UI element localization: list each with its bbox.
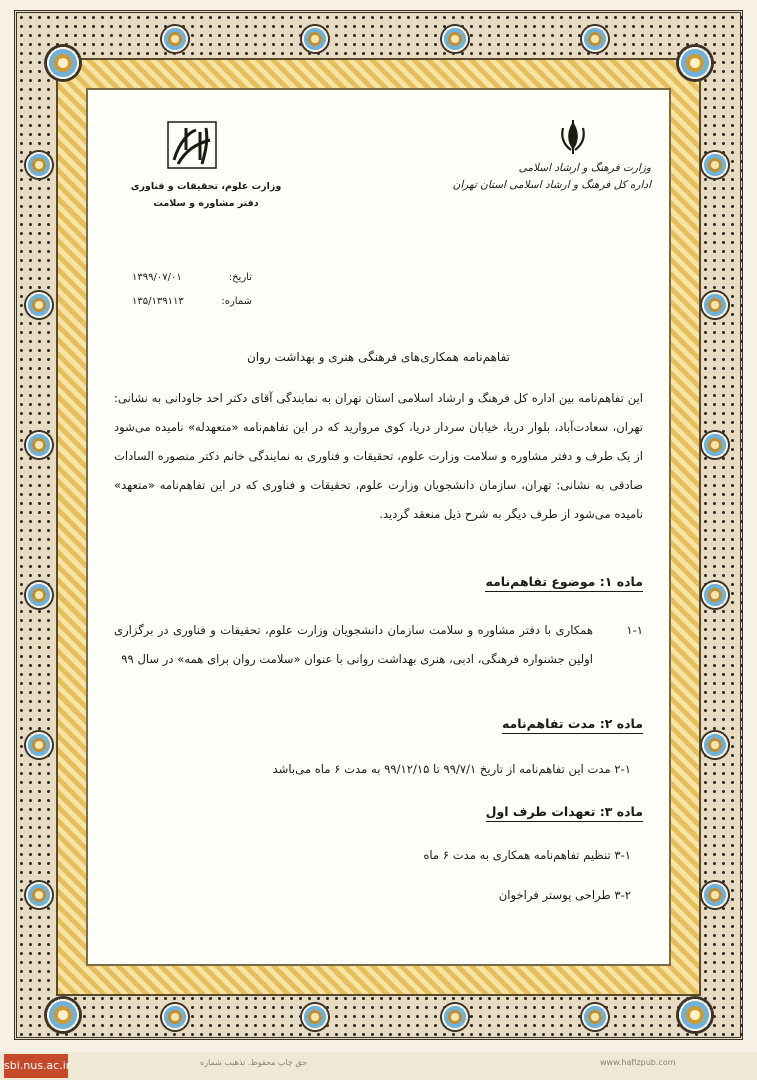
letter-page — [86, 88, 671, 966]
ministry-science-name: وزارت علوم، تحقیقات و فناوری — [130, 181, 282, 192]
side-rosette-icon — [700, 880, 730, 910]
top-rosette-icon — [300, 24, 330, 54]
article3-item2: ۳-۲ طراحی پوستر فراخوان — [498, 888, 631, 902]
side-rosette-icon — [700, 430, 730, 460]
copyright-note: حق چاپ محفوظ. تذهیب شماره — [200, 1058, 308, 1067]
side-rosette-icon — [700, 290, 730, 320]
iran-emblem-icon — [557, 120, 589, 154]
top-rosette-icon — [160, 24, 190, 54]
document-title: تفاهم‌نامه همکاری‌های فرهنگی هنری و بهداشت روان — [246, 350, 510, 364]
article2-clause: ۲-۱ مدت این تفاهم‌نامه از تاریخ ۹۹/۷/۱ تا ۹۹/۱۲/۱۵ به مدت ۶ ماه می‌باشد — [272, 762, 631, 776]
number-label: شماره: — [221, 296, 252, 307]
bottom-rosette-icon — [160, 1002, 190, 1032]
side-rosette-icon — [24, 150, 54, 180]
intro-paragraph: این تفاهم‌نامه بین اداره کل فرهنگ و ارشاد اسلامی استان تهران به نمایندگی آقای دکتر احد جاودانی به نشانی: تهران، سعادت‌آباد، بلوار دریا، خیابان سردار دریا، کوی مروارید که در این تفاهم‌نامه «متعهدله» نامیده می‌شود از یک طرف و دفتر مشاوره و سلامت وزارت علوم، تحقیقات و فناوری به نمایندگی خانم دکتر منصوره السادات صادقی به نشانی: تهران، سازمان دانشجویان وزارت علوم، تحقیقات و فناوری که در این تفاهم‌نامه «متعهد» نامیده می‌شود از طرف دیگر به شرح ذیل منعقد گردید. — [114, 391, 643, 521]
top-rosette-icon — [440, 24, 470, 54]
date-label: تاریخ: — [228, 272, 252, 283]
article1-clause — [114, 616, 643, 674]
side-rosette-icon — [24, 290, 54, 320]
ministry-name: وزارت فرهنگ و ارشاد اسلامی — [518, 162, 651, 174]
corner-rosette-icon — [44, 44, 82, 82]
number-row — [132, 290, 252, 314]
bottom-rosette-icon — [580, 1002, 610, 1032]
article1-heading: ماده ۱: موضوع تفاهم‌نامه — [485, 574, 643, 592]
corner-rosette-icon — [676, 996, 714, 1034]
date-row — [132, 266, 252, 290]
side-rosette-icon — [24, 430, 54, 460]
counterpart-header — [126, 178, 286, 212]
bottom-rosette-icon — [300, 1002, 330, 1032]
side-rosette-icon — [24, 880, 54, 910]
publisher-site: www.hafizpub.com — [600, 1058, 676, 1067]
site-badge[interactable]: sbi.nus.ac.ir — [4, 1054, 68, 1078]
counseling-office-name: دفتر مشاوره و سلامت — [153, 198, 259, 209]
issuer-header — [453, 160, 651, 194]
number-value: ۱۳۵/۱۳۹۱۱۳ — [132, 296, 184, 307]
corner-rosette-icon — [44, 996, 82, 1034]
side-rosette-icon — [700, 150, 730, 180]
counseling-office-logo-icon — [166, 120, 218, 170]
bottom-rosette-icon — [440, 1002, 470, 1032]
clause-number: ۱-۱ — [626, 623, 643, 637]
article2-heading: ماده ۲: مدت تفاهم‌نامه — [502, 716, 643, 734]
department-name: اداره کل فرهنگ و ارشاد اسلامی استان تهران — [452, 179, 651, 191]
corner-rosette-icon — [676, 44, 714, 82]
side-rosette-icon — [700, 730, 730, 760]
side-rosette-icon — [700, 580, 730, 610]
date-value: ۱۳۹۹/۰۷/۰۱ — [132, 272, 182, 283]
side-rosette-icon — [24, 730, 54, 760]
article3-heading: ماده ۳: تعهدات طرف اول — [486, 804, 643, 822]
clause-text: همکاری با دفتر مشاوره و سلامت سازمان دانشجویان وزارت علوم، تحقیقات و فناوری در برگزاری اولین جشنواره فرهنگی، ادبی، هنری بهداشت روانی با عنوان «سلامت روان برای همه» در سال ۹۹ — [114, 623, 593, 666]
top-rosette-icon — [580, 24, 610, 54]
letter-meta — [132, 266, 252, 314]
side-rosette-icon — [24, 580, 54, 610]
article3-item1: ۳-۱ تنظیم تفاهم‌نامه همکاری به مدت ۶ ماه — [423, 848, 631, 862]
